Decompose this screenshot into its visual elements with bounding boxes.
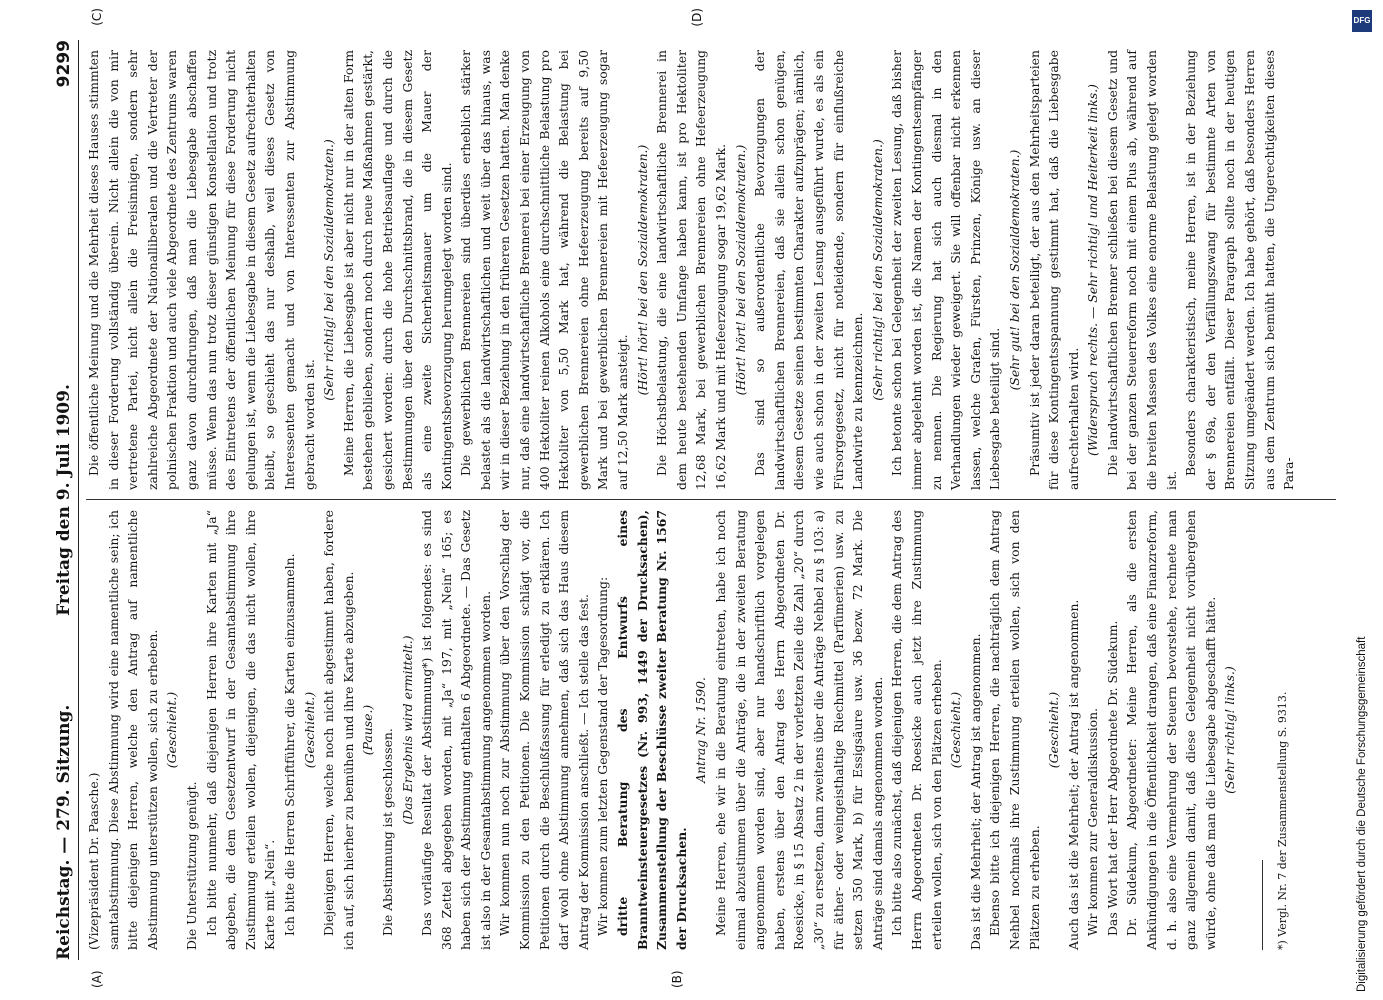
- paragraph: samtabstimmung. Diese Abstimmung wird eine namentliche sein; ich bitte diejenigen Herren, welche den Antrag auf namentliche Abstimmung unterstützen wollen, sich zu erheben.: [105, 510, 160, 950]
- paragraph: Die Höchstbelastung, die eine landwirtschaftliche Brennerei in dem heute bestehenden Umfange haben kann, ist pro Hektoliter 12,68 Mark, bei gewerblichen Brennereien ohne Hefeerzeugung 16,62 Mark und mit Hefeerzeugung sogar 19,62 Mark.: [654, 50, 728, 490]
- paragraph: Die öffentliche Meinung und die Mehrheit dieses Hauses stimmten in dieser Forderung vollständig überein. Nicht allein die von mir vertretene Partei, nicht allein die Freisinnigen, sondern sehr zahlreiche Abgeordnete der Nationalliberalen und die Vertreter der polnischen Fraktion und auch viele Abgeordnete des Zentrums waren ganz davon durchdrungen, daß man die Liebesgabe abschaffen müsse. Wenn das nun trotz dieser günstigen Konstellation und trotz des Eintretens der öffentlichen Meinung für diese Forderung nicht gelungen ist, wenn die Liebesgabe in diesem Gesetz aufrechterhalten bleibt, so geschieht das nur deshalb, weil dieses Gesetz von Interessenten gemacht und von Interessenten zur Abstimmung gebracht worden ist.: [86, 50, 317, 490]
- stage-direction: (Geschieht.): [1046, 691, 1062, 769]
- left-column: [84, 509, 1290, 950]
- paragraph: Das Wort hat der Herr Abgeordnete Dr. Südekum.: [1104, 620, 1120, 936]
- agenda-item: dritte Beratung des Entwurfs eines Branntweinsteuergesetzes (Nr. 993, 1449 der Drucksachen), Zusammenstellung der Beschlüsse zweiter Beratung Nr. 1567 der Drucksachen.: [615, 510, 689, 950]
- paragraph: Diejenigen Herren, welche noch nicht abgestimmt haben, fordere ich auf, sich hierher zu bemühen und ihre Karte abzugeben.: [321, 510, 356, 950]
- stage-direction: (Sehr richtig! links.): [1222, 666, 1238, 794]
- stage-direction: (Sehr richtig! bei den Sozialdemokraten.): [321, 139, 337, 401]
- right-column: [84, 50, 1354, 490]
- paragraph: Besonders charakteristisch, meine Herren, ist in der Beziehung der § 69a, der den Verfällungszwang für bestimmte Arten von Brennereien entfällt. Dieser Paragraph sollte noch in der heutigen Sitzung umgeändert werden. Ich habe gehört, daß besonders Herren aus dem Zentrum sich bemüht hatten, die Ungerechtigkeiten dieses Para-: [1183, 50, 1297, 490]
- stage-direction: (Das Ergebnis wird ermittelt.): [399, 635, 415, 825]
- paragraph: Wir kommen zur Generaldiskussion.: [1085, 707, 1101, 936]
- margin-marker-c: (C): [90, 8, 104, 26]
- stage-direction: (Geschieht.): [948, 691, 964, 769]
- column-divider: [86, 499, 1336, 500]
- footnote: *) Vergl. Nr. 7 der Zusammenstellung S. 9313.: [1276, 691, 1290, 950]
- margin-marker-b: (B): [670, 970, 684, 988]
- paragraph: Die landwirtschaftlichen Brenner schließen bei diesem Gesetz und bei der ganzen Steuerreform noch mit einem Plus ab, während auf die breiten Massen des Volkes eine enorme Belastung gelegt worden ist.: [1104, 50, 1179, 490]
- paragraph: Das vorläufige Resultat der Abstimmung*) ist folgendes: es sind 368 Zettel abgegeben worden, mit „Ja“ 197, mit „Nein“ 165; es haben sich der Abstimmung enthalten 6 Abgeordnete. — Das Gesetz ist also in der Gesamtabstimmung angenommen worden.: [419, 510, 493, 950]
- margin-marker-a: (A): [90, 970, 104, 988]
- margin-marker-d: (D): [690, 8, 704, 27]
- header-date: Freitag den 9. Juli 1909.: [54, 384, 74, 616]
- paragraph: Meine Herren, ehe wir in die Beratung eintreten, habe ich noch einmal abzustimmen über die Anträge, die in der zweiten Beratung angenommen worden sind, aber nur handschriftlich vorgelegen haben, erstens über den Antrag des Herrn Abgeordneten Dr. Roesicke, in § 15 Absatz 2 in der vorletzten Zeile die Zahl „20“ durch „30“ zu ersetzen, dann zweitens über die Anträge Nehbel zu § 103: a) für äther- oder weingeisthaltige Riechmittel (Parfümerien) usw. zu setzen 350 Mark, b) für Essigsäure usw. 36 bezw. 72 Mark. Die Anträge sind damals angenommen worden.: [713, 510, 885, 950]
- speaker-note: (Vizepräsident Dr. Paasche.): [86, 772, 101, 950]
- stage-direction: (Sehr richtig! bei den Sozialdemokraten.): [869, 139, 885, 401]
- paragraph: Ich bitte also zunächst, daß diejenigen Herren, die dem Antrag des Herrn Abgeordneten Dr. Roesicke auch jetzt ihre Zustimmung erteilen wollen, sich von den Plätzen erheben.: [889, 510, 944, 950]
- paragraph: Präsumtiv ist jeder daran beteiligt, der aus den Mehrheitsparteien für diese Kontingentsspannung gestimmt hat, daß die Liebesgabe aufrechterhalten wird.: [1026, 50, 1081, 490]
- footnote-rule: [1262, 860, 1263, 950]
- header-left: Reichstag. — 279. Sitzung.: [54, 704, 74, 960]
- dfg-credit: Digitalisierung gefördert durch die Deutsche Forschungsgemeinschaft: [1356, 636, 1368, 992]
- paragraph: Ich bitte nunmehr, daß diejenigen Herren ihre Karten mit „Ja“ abgeben, die dem Gesetzentwurf in der Gesamtabstimmung ihre Zustimmung erteilen wollen, diejenigen, die das nicht wollen, ihre Karte mit „Nein“.: [203, 510, 278, 950]
- page-number: 9299: [54, 40, 74, 88]
- digitization-sidebar: [1348, 8, 1376, 992]
- paragraph: Ebenso bitte ich diejenigen Herren, die nachträglich dem Antrag Nehbel nochmals ihre Zustimmung erteilen wollen, sich von den Plätzen zu erheben.: [987, 510, 1042, 950]
- paragraph: Die Abstimmung ist geschlossen.: [379, 728, 395, 936]
- stage-direction: (Hört! hört! bei den Sozialdemokraten.): [732, 144, 748, 396]
- agenda-subitem: Antrag Nr. 1590.: [693, 677, 709, 783]
- paragraph: Meine Herren, die Liebesgabe ist aber nicht nur in der alten Form bestehen geblieben, sondern noch durch neue Maßnahmen gestärkt, gesichert worden: durch die hohe Betriebsauflage und durch die Bestimmungen über den Durchschnittsbrand, die in diesem Gesetz als eine zweite Sicherheitsmauer um die Mauer der Kontingentsbevorzugung herumgelegt worden sind.: [340, 50, 454, 490]
- paragraph: Wir kommen nun noch zur Abstimmung über den Vorschlag der Kommission zu den Petitionen. Die Kommission schlägt vor, die Petitionen durch die Beschlußfassung für erledigt zu erklären. Ich darf wohl ohne Abstimmung annehmen, daß sich das Haus diesem Antrag der Kommission anschließt. — Ich stelle das fest.: [497, 510, 591, 950]
- stage-direction: (Widerspruch rechts. — Sehr richtig! und Heiterkeit links.): [1085, 84, 1101, 456]
- stage-direction: (Hört! hört! bei den Sozialdemokraten.): [634, 144, 650, 396]
- paragraph: Ich betonte schon bei Gelegenheit der zweiten Lesung, daß bisher immer abgelehnt worden ist, die Namen der Kontingentsempfänger zu nennen. Die Regierung hat sich auch diesmal in den Verhandlungen wieder geweigert. Sie will offenbar nicht erkennen lassen, welche Grafen, Fürsten, Prinzen, Könige usw. an dieser Liebesgabe beteiligt sind.: [889, 50, 1003, 490]
- paragraph: Die Unterstützung genügt.: [183, 781, 199, 950]
- speech-paragraph: Dr. Südekum, Abgeordneter: Meine Herren, als die ersten Ankündigungen in die Öffentlichkeit drangen, daß eine Finanzreform, d. h. also eine Vermehrung der Steuern bevorstehe, rechnete man ganz allgemein damit, daß diese Gelegenheit nicht vorübergehen würde, ohne daß man die Liebesgabe abgeschafft hätte.: [1124, 509, 1218, 950]
- dfg-logo: DFG: [1352, 10, 1372, 32]
- paragraph: Das ist die Mehrheit; der Antrag ist angenommen.: [967, 633, 983, 950]
- stage-direction: (Geschieht.): [301, 691, 317, 769]
- paragraph: Die gewerblichen Brennereien sind überdies erheblich stärker belastet als die landwirtschaftlichen und weit über das hinaus, was wir in dieser Beziehung in den früheren Gesetzen hatten. Man denke nur, daß eine landwirtschaftliche Brennerei bei einer Erzeugung von 400 Hektoliter reinen Alkohols eine durchschnittliche Belastung pro Hektoliter von 5,50 Mark hat, während die Belastung bei gewerblichen Brennereien ohne Hefeerzeugung bereits auf 9,50 Mark und bei gewerblichen Brennereien mit Hefeerzeugung sogar auf 12,50 Mark ansteigt.: [458, 50, 631, 490]
- stage-direction: (Sehr gut! bei den Sozialdemokraten.): [1006, 149, 1022, 391]
- paragraph: Auch das ist die Mehrheit; der Antrag ist angenommen.: [1065, 599, 1081, 950]
- page-header: [52, 40, 79, 960]
- stage-direction: (Geschieht.): [164, 691, 180, 769]
- stage-direction: (Pause.): [360, 704, 376, 756]
- paragraph: Ich bitte die Herren Schriftführer, die Karten einzusammeln.: [281, 553, 297, 936]
- paragraph: Das sind so außerordentliche Bevorzugungen der landwirtschaftlichen Brennereien, daß sie allein schon genügen, diesem Gesetze seinen bestimmten Charakter aufzuprägen; nämlich, wie auch schon in der zweiten Lesung ausgeführt wurde, es als ein Fürsorgegesetz, nicht für notleidende, sondern für einflußreiche Landwirte zu kennzeichnen.: [752, 50, 866, 490]
- paragraph: Wir kommen zum letzten Gegenstand der Tagesordnung:: [595, 576, 611, 936]
